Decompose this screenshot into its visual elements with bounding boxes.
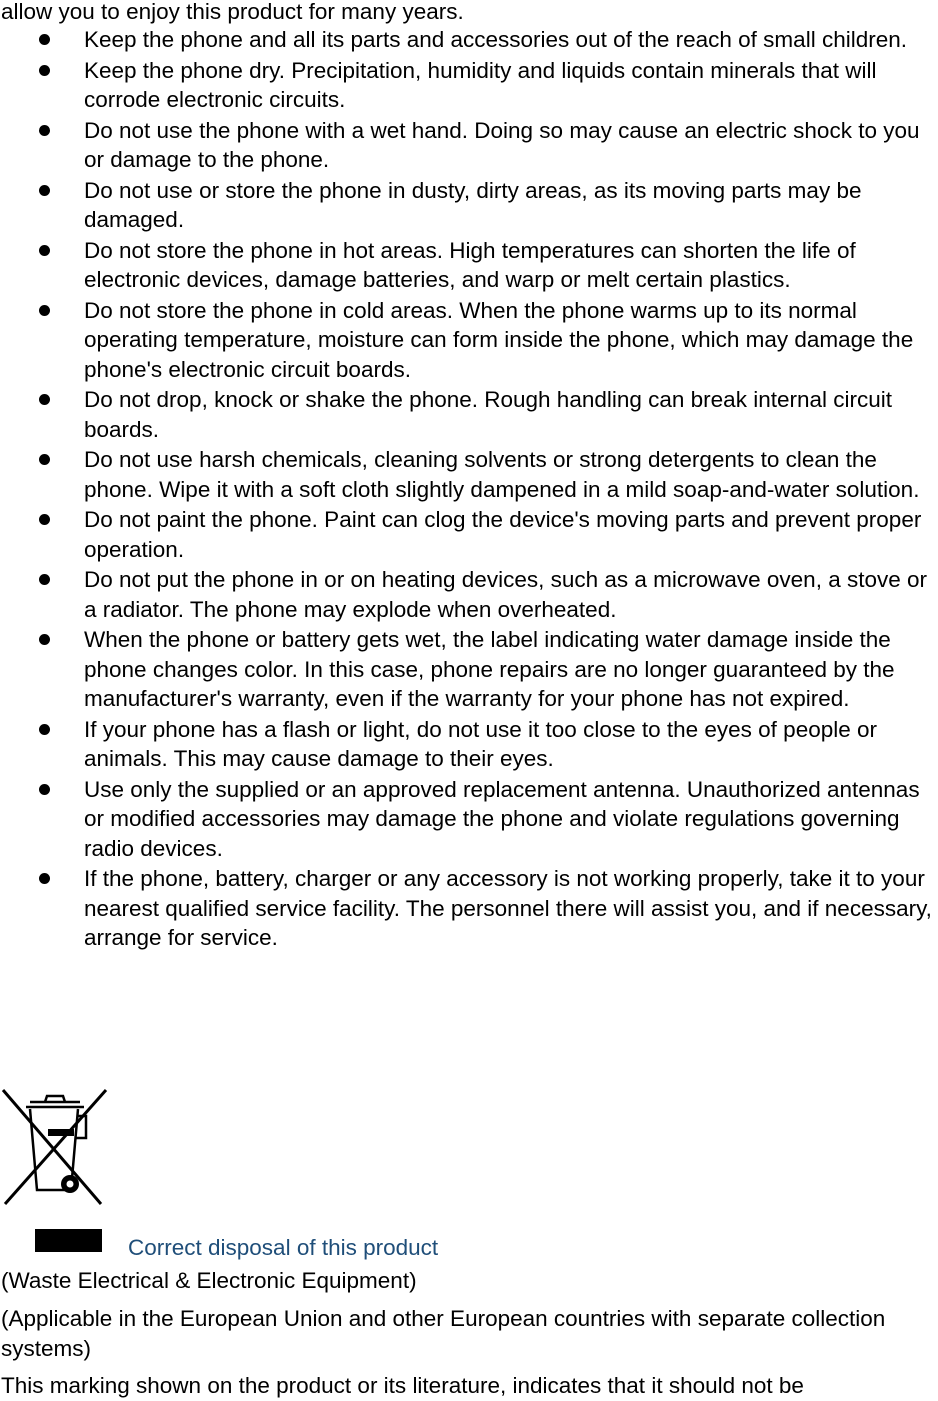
bullet-dot-icon (39, 185, 50, 196)
applicable-line: (Applicable in the European Union and other European countries with separate collection systems) (1, 1306, 886, 1361)
bullet-dot-icon (39, 634, 50, 645)
waste-line: (Waste Electrical & Electronic Equipment) (1, 1268, 417, 1293)
bullet-dot-icon (39, 305, 50, 316)
bullet-dot-icon (39, 873, 50, 884)
bullet-text: If the phone, battery, charger or any accessory is not working properly, take it to your nearest qualified service facility. The personnel there will assist you, and if necessary, arrange for service. (84, 866, 932, 950)
bullet-text: Do not use harsh chemicals, cleaning solvents or strong detergents to clean the phone. Wipe it with a soft cloth slightly dampened in a mild soap-and-water solution. (84, 447, 920, 502)
bullet-dot-icon (39, 394, 50, 405)
bullet-text: Do not put the phone in or on heating devices, such as a microwave oven, a stove or a radiator. The phone may explode when overheated. (84, 567, 928, 622)
bullet-text: Do not paint the phone. Paint can clog the device's moving parts and prevent proper operation. (84, 507, 922, 562)
bullet-dot-icon (39, 65, 50, 76)
list-item (0, 505, 938, 564)
bullet-text: Use only the supplied or an approved replacement antenna. Unauthorized antennas or modified accessories may damage the phone and violate regulations governing radio devices. (84, 776, 920, 861)
list-item (0, 625, 938, 714)
list-item (0, 116, 938, 175)
list-item (0, 445, 938, 504)
list-item (0, 565, 938, 624)
bullet-dot-icon (39, 245, 50, 256)
bullet-dot-icon (39, 454, 50, 465)
bullet-dot-icon (39, 125, 50, 136)
bullet-text: Do not drop, knock or shake the phone. Rough handling can break internal circuit boards. (84, 387, 893, 442)
list-item (0, 25, 938, 55)
bullet-dot-icon (39, 514, 50, 525)
bullet-text: Do not store the phone in hot areas. High temperatures can shorten the life of electronic devices, damage batteries, and warp or melt certain plastics. (84, 237, 856, 292)
bullet-dot-icon (39, 34, 50, 45)
list-item (0, 296, 938, 385)
list-item (0, 775, 938, 864)
bullet-text: Do not use or store the phone in dusty, dirty areas, as its moving parts may be damaged. (84, 177, 862, 232)
bullet-text: Keep the phone and all its parts and accessories out of the reach of small children. (84, 27, 907, 52)
safety-bullet-list (0, 25, 938, 954)
bullet-dot-icon (39, 574, 50, 585)
bullet-dot-icon (39, 784, 50, 795)
intro-text: allow you to enjoy this product for many years. (1, 0, 464, 24)
bullet-text: When the phone or battery gets wet, the label indicating water damage inside the phone changes color. In this case, phone repairs are no longer guaranteed by the manufacturer's warranty, even if the warranty for your phone has not expired. (84, 627, 895, 711)
disposal-heading: Correct disposal of this product (128, 1235, 439, 1260)
bullet-text: Do not store the phone in cold areas. When the phone warms up to its normal operating temperature, moisture can form inside the phone, which may damage the phone's electronic circuit boards. (84, 297, 914, 382)
crossed-out-wheeled-bin-icon (0, 1086, 110, 1210)
list-item (0, 385, 938, 444)
list-item (0, 864, 938, 953)
list-item (0, 176, 938, 235)
weee-black-bar (35, 1229, 102, 1252)
bullet-dot-icon (39, 724, 50, 735)
list-item (0, 56, 938, 115)
bullet-text: Do not use the phone with a wet hand. Doing so may cause an electric shock to you or damage to the phone. (84, 117, 920, 172)
list-item (0, 236, 938, 295)
marking-line: This marking shown on the product or its literature, indicates that it should not be (1, 1373, 804, 1398)
bullet-text: Keep the phone dry. Precipitation, humidity and liquids contain minerals that will corrode electronic circuits. (84, 57, 877, 112)
bullet-text: If your phone has a flash or light, do not use it too close to the eyes of people or animals. This may cause damage to their eyes. (84, 716, 878, 771)
list-item (0, 715, 938, 774)
